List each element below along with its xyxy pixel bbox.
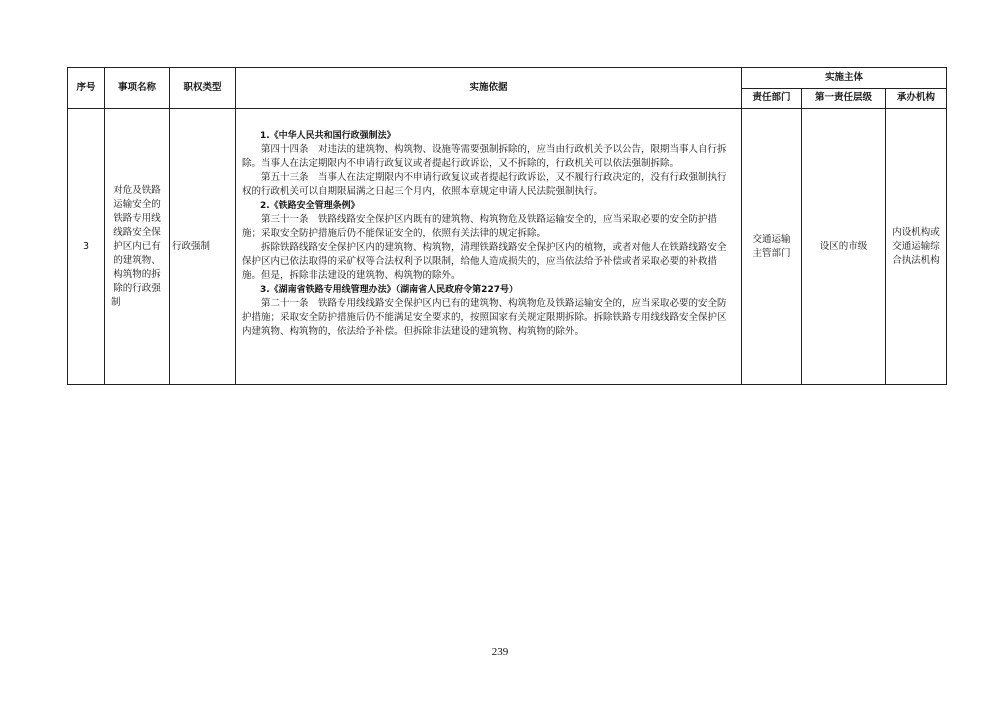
header-seq: 序号 — [68, 68, 105, 109]
page-number: 239 — [491, 646, 509, 658]
cell-responsible-dept: 交通运输主管部门 — [742, 109, 802, 385]
header-subject-group: 实施主体 — [742, 68, 947, 89]
cell-power-type: 行政强制 — [170, 109, 236, 385]
basis-law-title: 2.《铁路安全管理条例》 — [260, 201, 360, 211]
header-item-name: 事项名称 — [105, 68, 170, 109]
cell-item-name: 对危及铁路运输安全的铁路专用线线路安全保护区内已有的建筑物、构筑物的拆除的行政强制 — [105, 109, 170, 385]
cell-handling-agency: 内设机构或交通运输综合执法机构 — [886, 109, 947, 385]
basis-text — [242, 129, 735, 339]
basis-paragraph: 第五十三条 当事人在法定期限内不申请行政复议或者提起行政诉讼，又不履行行政决定的，没有行政强制执行权的行政机关可以自期限届满之日起三个月内，依照本章规定申请人民法院强制执行。 — [242, 172, 727, 197]
power-list-table — [67, 67, 947, 385]
basis-paragraph: 拆除铁路线路安全保护区内的建筑物、构筑物，清理铁路线路安全保护区内的植物，或者对他人在铁路线路安全保护区内已依法取得的采矿权等合法权利予以限制，给他人造成损失的，应当依法给予补偿或者采取必要的补救措施。但是，拆除非法建设的建筑物、构筑物的除外。 — [242, 242, 727, 281]
basis-paragraph: 第二十一条 铁路专用线线路安全保护区内已有的建筑物、构筑物危及铁路运输安全的，应当采取必要的安全防护措施；采取安全防护措施后仍不能满足安全要求的，按照国家有关规定限期拆除。拆除铁路专用线线路安全保护区内建筑物、构筑物的，依法给予补偿。但拆除非法建设的建筑物、构筑物的除外。 — [242, 298, 727, 337]
header-handling-agency: 承办机构 — [886, 88, 947, 109]
basis-law-title: 1.《中华人民共和国行政强制法》 — [260, 131, 396, 141]
header-first-level: 第一责任层级 — [802, 88, 886, 109]
basis-paragraph: 第三十一条 铁路线路安全保护区内既有的建筑物、构筑物危及铁路运输安全的，应当采取必要的安全防护措施；采取安全防护措施后仍不能保证安全的，依照有关法律的规定拆除。 — [242, 214, 718, 239]
table-row — [68, 109, 947, 385]
cell-seq: 3 — [68, 109, 105, 385]
header-basis: 实施依据 — [236, 68, 742, 109]
basis-law-title: 3.《湖南省铁路专用线管理办法》（湖南省人民政府令第227号） — [260, 285, 518, 295]
cell-basis — [236, 109, 742, 385]
header-power-type: 职权类型 — [170, 68, 236, 109]
header-responsible-dept: 责任部门 — [742, 88, 802, 109]
basis-paragraph: 第四十四条 对违法的建筑物、构筑物、设施等需要强制拆除的，应当由行政机关予以公告，限期当事人自行拆除。当事人在法定期限内不申请行政复议或者提起行政诉讼，又不拆除的，行政机关可以依法强制拆除。 — [242, 144, 727, 169]
cell-first-level: 设区的市级 — [802, 109, 886, 385]
